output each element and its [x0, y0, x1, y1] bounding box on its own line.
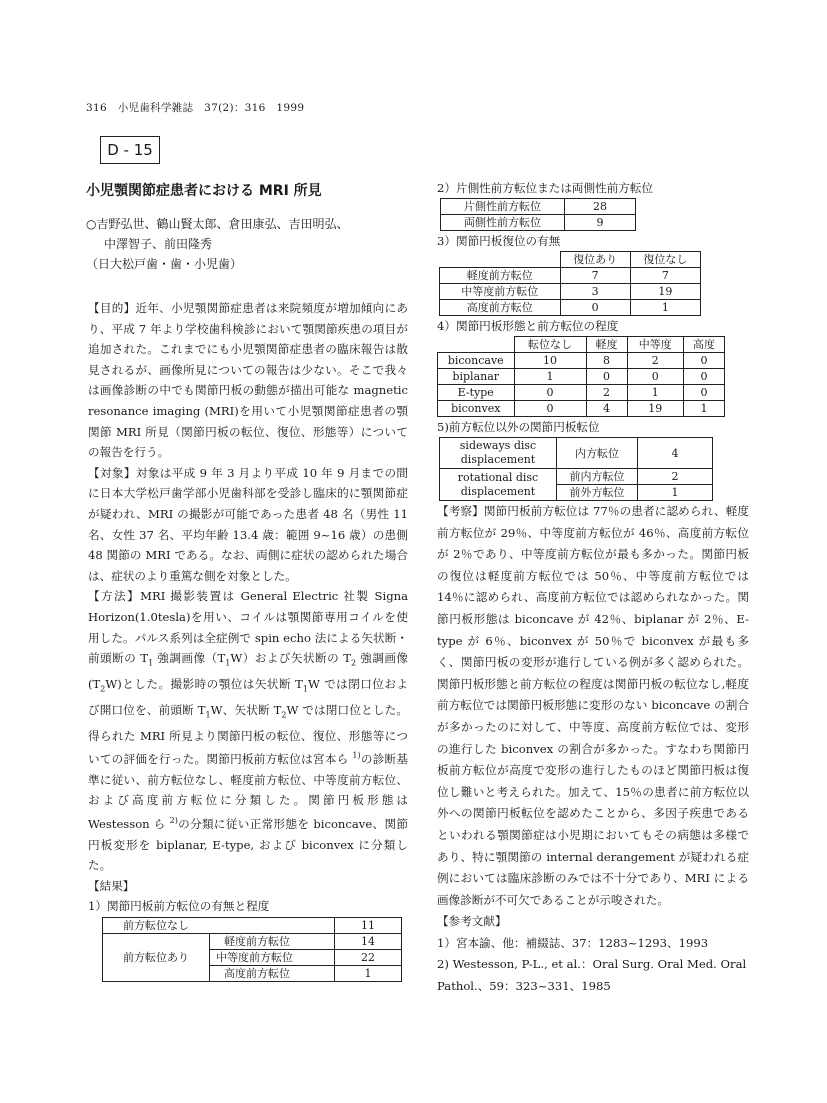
table-header-row: 転位なし 軽度 中等度 高度: [438, 337, 725, 353]
authors-line-1: ○吉野弘世、鶴山賢太郎、倉田康弘、吉田明弘、: [86, 217, 349, 231]
table-row: 中等度前方転位 22: [103, 949, 402, 965]
table4-caption: 4）関節円板形態と前方転位の程度: [437, 319, 619, 333]
reference-2: 2) Westesson, P-L., et al.：Oral Surg. Oral Med. Oral: [437, 957, 747, 972]
table-row: 中等度前方転位 3 19: [440, 284, 701, 300]
table-row: 軽度前方転位 7 7: [440, 268, 701, 284]
subjects-paragraph: 【対象】対象は平成 9 年 3 月より平成 10 年 9 月までの間に日本大学松戸歯学部小児歯科部を受診し臨床的に顎関節症が疑われ、MRI の撮影が可能であった患者 48 名（男性 11 名、女性 37 名、平均年齢 13.4 歳：範囲 9~16 歳）の患側 48 関節の MRI である。なお、両側に症状の認められた場合は、症状のより重篤な側を対象とした。: [88, 465, 408, 583]
affiliation: （日大松戸歯・歯・小児歯）: [86, 257, 243, 271]
table-row: 両側性前方転位 9: [441, 215, 636, 231]
table-row: 前外方転位 1: [440, 485, 713, 501]
table-disc-displacement: [102, 917, 402, 982]
running-head: 316 小児歯科学雑誌 37(2)：316 1999: [86, 102, 305, 114]
table-row: 高度前方転位 0 1: [440, 300, 701, 316]
authors-line-2: 中澤智子、前田隆秀: [104, 237, 213, 251]
table-row: E-type 0 2 1 0: [438, 385, 725, 401]
methods-paragraph: 【方法】MRI 撮影装置は General Electric 社製 Signa Horizon(1.0tesla)を用い、コイルは顎関節専用コイルを使用した。パルス系列は全症例で spin echo 法による矢状断・前頭断の $T_1$ 強調画像$(T_1W)$および矢状断の $T_2$ 強調画像$(T_2W)$とした。撮影時の顎位は矢状断 $T_1W$ では閉口位および開口位を、前頭断 $T_1W$、矢状断 $T_2W$ では閉口位とした。得られた MRI 所見より関節円板の転位、復位、形態等についての評価を行った。関節円板前方転位は宮本ら $^{1)}$の診断基準に従い、前方転位なし、軽度前方転位、中等度前方転位、および高度前方転位に分類した。関節円板形態は Westesson ら $^{2)}$の分類に従い正常形態を biconcave、関節円板変形を biplanar, E-type, および biconvex に分類した。: [88, 589, 409, 873]
purpose-paragraph: 【目的】近年、小児顎関節症患者は来院頻度が増加傾向にあり、平成 7 年より学校歯科検診において顎関節疾患の項目が追加された。これまでにも小児顎関節症患者の臨床報告は散見されるが、画像所見についての報告は少ない。そこで我々は画像診断の中でも関節円板の動態が描出可能な magnetic resonance imaging (MRI)を用いて小児顎関節症患者の顎関節 MRI 所見（関節円板の転位、復位、形態等）についての報告を行う。: [88, 301, 408, 460]
discussion-paragraph: 【考察】関節円板前方転位は 77％の患者に認められ、軽度前方転位が 29％、中等度前方転位が 46％、高度前方転位が 2％であり、中等度前方転位が最も多かった。関節円板の復位は軽度前方転位では 50％、中等度前方転位では 14％に認められ、高度前方転位では認められなかった。関節円板形態は biconcave が 42％、biplanar が 2％、E-type が 6％、biconvex が 50％で biconvex が最も多く、関節円板の変形が進行している例が多く認められた。関節円板形態と前方転位の程度は関節円板の転位なし,軽度前方転位では関節円板形態に変形のない biconcave の割合が多かったのに対して、中等度、高度前方転位では、変形の進行した biconvex の割合が多かった。すなわち関節円板前方転位が高度で変形の進行したものほど関節円板は復位し難いと考えられた。加えて、15％の患者に前方転位以外への関節円板転位を認めたことから、多因子疾患であるといわれる顎関節症は小児期においてもその病態は多様であり、特に顎関節の internal derangement が疑われる症例においては臨床診断のみでは不十分であり、MRI による画像診断が不可欠であることが示唆された。: [437, 504, 749, 907]
right-column: [437, 178, 749, 998]
article-title: 小児顎関節症患者における MRI 所見: [86, 183, 322, 199]
reference-1: 1）宮本諭、他：補綴誌、37：1283~1293、1993: [437, 935, 709, 950]
table-header-row: 復位あり 復位なし: [440, 252, 701, 268]
table-row: 片側性前方転位 28: [441, 199, 636, 215]
left-column: [88, 298, 408, 982]
table2-caption: 2）片側性前方転位または両側性前方転位: [437, 181, 654, 195]
table-reduction: [439, 251, 701, 316]
table-row: 前方転位なし 11: [103, 917, 402, 933]
reference-2-cont: Pathol.、59：323~331、1985: [437, 979, 611, 994]
references-heading: 【参考文献】: [437, 914, 507, 929]
results-heading: 【結果】: [88, 878, 135, 893]
table-row: biconcave 10 8 2 0: [438, 353, 725, 369]
table-other-displacement: [439, 437, 713, 501]
table-row: rotational disc displacement 前内方転位 2: [440, 469, 713, 485]
table-row: 前方転位あり 軽度前方転位 14: [103, 933, 402, 949]
table-disc-morphology: [437, 336, 725, 417]
table-row: biplanar 1 0 0 0: [438, 369, 725, 385]
table1-caption: 1）関節円板前方転位の有無と程度: [88, 899, 270, 914]
author-block: [86, 214, 406, 274]
table-row: biconvex 0 4 19 1: [438, 401, 725, 417]
table5-caption: 5)前方転位以外の関節円板転位: [437, 420, 600, 434]
table-row: sideways disc displacement 内方転位 4: [440, 438, 713, 469]
abstract-id-badge: D - 15: [100, 136, 160, 164]
table3-caption: 3）関節円板復位の有無: [437, 234, 561, 248]
table-unilateral-bilateral: [440, 198, 636, 231]
table-row: 高度前方転位 1: [103, 965, 402, 981]
